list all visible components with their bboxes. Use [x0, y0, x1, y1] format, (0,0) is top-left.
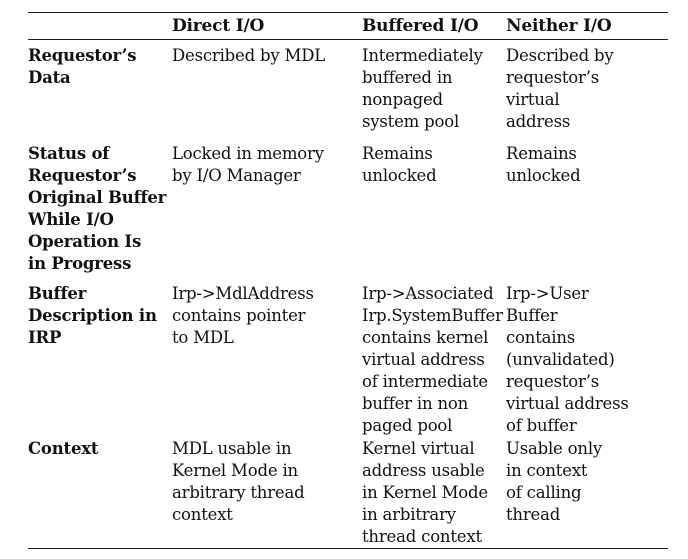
- cell-context-direct: MDL usable in Kernel Mode in arbitrary thread context: [172, 439, 305, 524]
- row-label-requestors-data: Requestor’s Data: [28, 46, 137, 87]
- cell-data-neither: Described by requestor’s virtual address: [506, 46, 614, 131]
- cell-status-direct: Locked in memory by I/O Manager: [172, 144, 324, 185]
- cell-data-direct: Described by MDL: [172, 46, 326, 65]
- header-direct-io: Direct I/O: [172, 16, 265, 36]
- table-bottom-rule: [28, 548, 668, 549]
- header-rule: [28, 39, 668, 40]
- cell-irp-neither: Irp->User Buffer contains (unvalidated) requestor’s virtual address of buffer: [506, 284, 629, 435]
- cell-irp-direct: Irp->MdlAddress contains pointer to MDL: [172, 284, 314, 347]
- cell-irp-buffered: Irp->Associated Irp.SystemBuffer contains kernel virtual address of intermediate buffer in non paged pool: [362, 284, 503, 435]
- header-buffered-io: Buffered I/O: [362, 16, 479, 36]
- header-neither-io: Neither I/O: [506, 16, 612, 36]
- cell-data-buffered: Intermediately buffered in nonpaged system pool: [362, 46, 483, 131]
- row-label-context: Context: [28, 439, 99, 458]
- cell-context-neither: Usable only in context of calling thread: [506, 439, 603, 524]
- table-top-rule: [28, 12, 668, 13]
- cell-context-buffered: Kernel virtual address usable in Kernel Mode in arbitrary thread context: [362, 439, 488, 546]
- cell-status-neither: Remains unlocked: [506, 144, 581, 185]
- row-label-buffer-status: Status of Requestor’s Original Buffer While I/O Operation Is in Progress: [28, 144, 167, 273]
- cell-status-buffered: Remains unlocked: [362, 144, 437, 185]
- row-label-buffer-description: Buffer Description in IRP: [28, 284, 157, 347]
